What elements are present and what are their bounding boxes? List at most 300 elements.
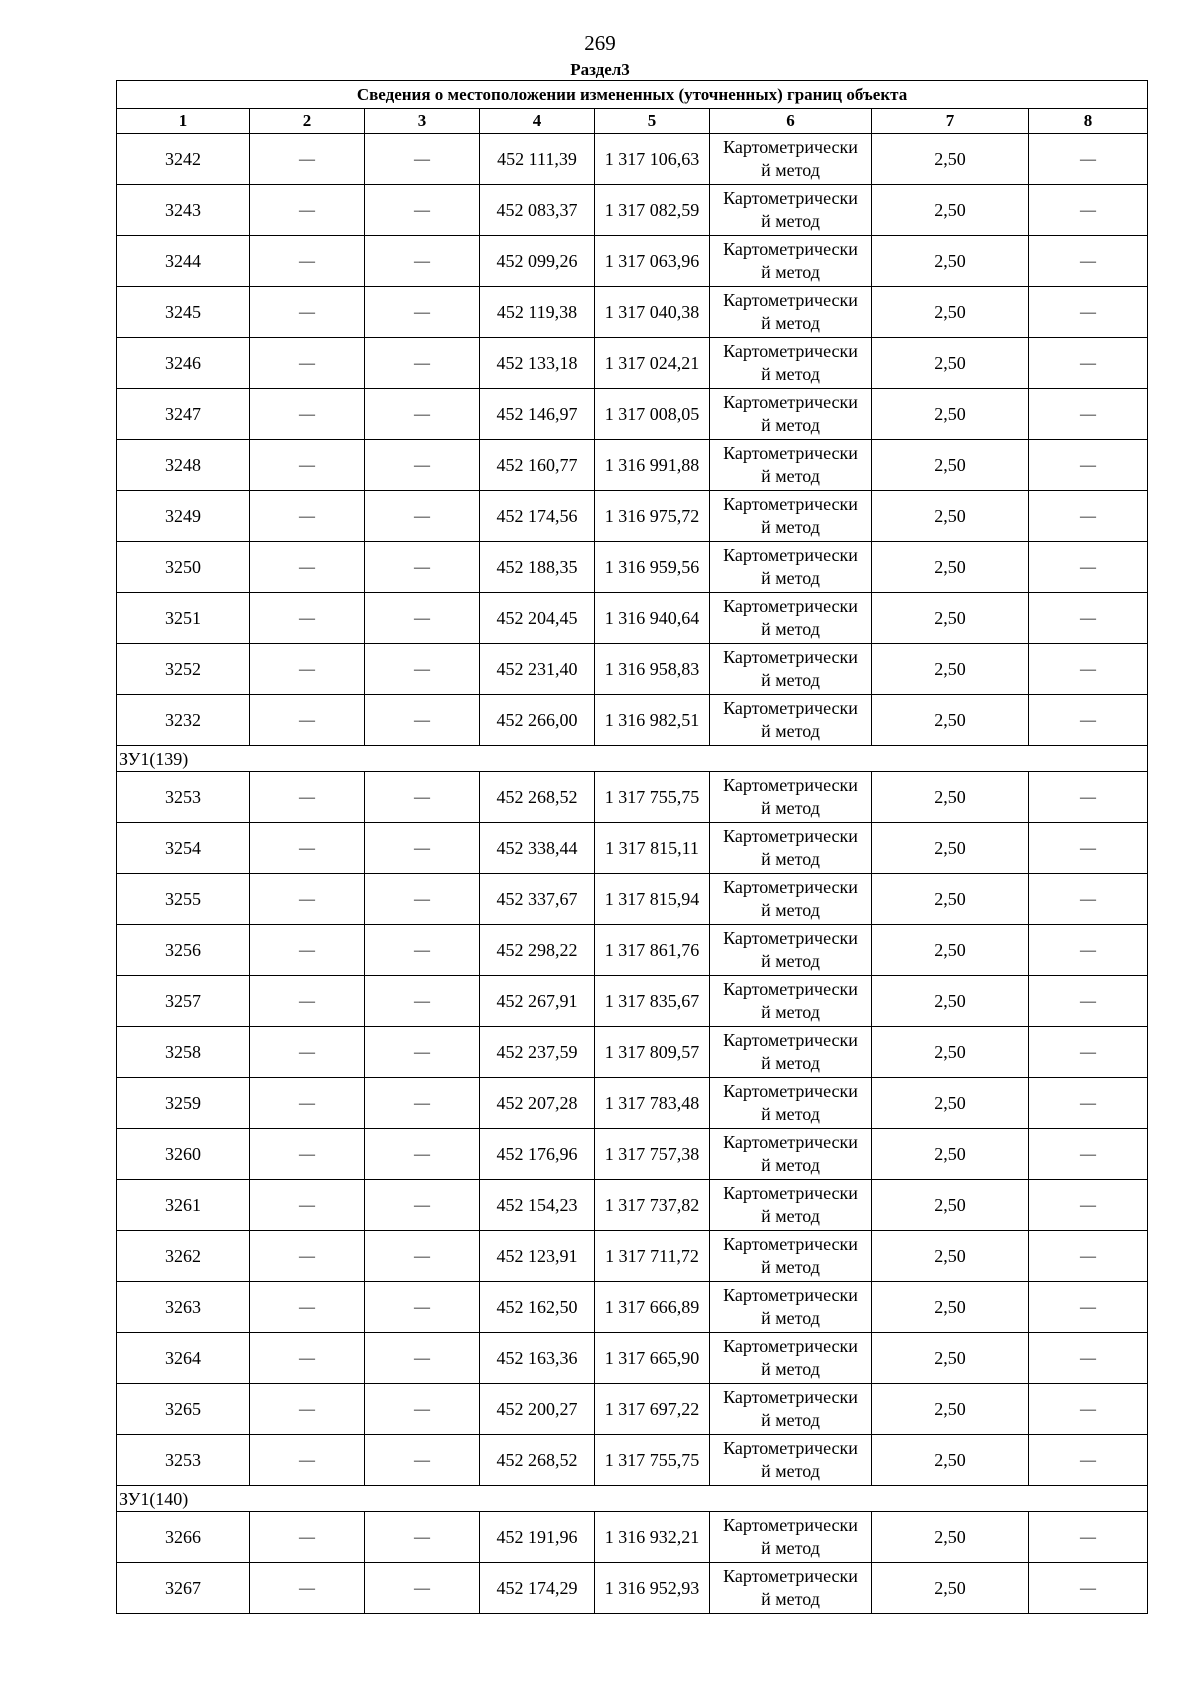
table-row <box>117 1129 1148 1180</box>
method-line-1: Картометрически <box>723 392 858 412</box>
method-line-2: й метод <box>761 1538 820 1558</box>
method-line-1: Картометрически <box>723 290 858 310</box>
dash-cell: — <box>250 976 365 1027</box>
method-line-1: Картометрически <box>723 137 858 157</box>
dash-cell: — <box>250 823 365 874</box>
dash-cell: — <box>365 287 480 338</box>
method-cell <box>710 1078 872 1129</box>
dash-cell: — <box>1029 1129 1148 1180</box>
dash-cell: — <box>365 1231 480 1282</box>
method-line-2: й метод <box>761 517 820 537</box>
point-number-cell: 3249 <box>117 491 250 542</box>
method-line-2: й метод <box>761 619 820 639</box>
point-number-cell: 3254 <box>117 823 250 874</box>
method-line-1: Картометрически <box>723 1387 858 1407</box>
method-line-2: й метод <box>761 1104 820 1124</box>
group-label-row <box>117 746 1148 772</box>
x-coordinate-cell: 452 267,91 <box>480 976 595 1027</box>
dash-cell: — <box>1029 440 1148 491</box>
method-line-2: й метод <box>761 721 820 741</box>
method-line-2: й метод <box>761 1461 820 1481</box>
precision-cell: 2,50 <box>872 134 1029 185</box>
x-coordinate-cell: 452 207,28 <box>480 1078 595 1129</box>
precision-cell: 2,50 <box>872 338 1029 389</box>
y-coordinate-cell: 1 317 040,38 <box>595 287 710 338</box>
group-label-row <box>117 1486 1148 1512</box>
point-number-cell: 3248 <box>117 440 250 491</box>
table-row <box>117 338 1148 389</box>
table-row <box>117 976 1148 1027</box>
dash-cell: — <box>250 1129 365 1180</box>
dash-cell: — <box>365 236 480 287</box>
method-cell <box>710 1384 872 1435</box>
point-number-cell: 3267 <box>117 1563 250 1614</box>
point-number-cell: 3266 <box>117 1512 250 1563</box>
table-row <box>117 823 1148 874</box>
dash-cell: — <box>250 440 365 491</box>
method-line-2: й метод <box>761 1359 820 1379</box>
dash-cell: — <box>250 1027 365 1078</box>
dash-cell: — <box>250 644 365 695</box>
dash-cell: — <box>1029 1027 1148 1078</box>
point-number-cell: 3260 <box>117 1129 250 1180</box>
dash-cell: — <box>365 874 480 925</box>
dash-cell: — <box>365 1435 480 1486</box>
method-cell <box>710 1512 872 1563</box>
dash-cell: — <box>365 1078 480 1129</box>
method-cell <box>710 1231 872 1282</box>
x-coordinate-cell: 452 154,23 <box>480 1180 595 1231</box>
y-coordinate-cell: 1 317 815,94 <box>595 874 710 925</box>
dash-cell: — <box>365 389 480 440</box>
y-coordinate-cell: 1 317 082,59 <box>595 185 710 236</box>
point-number-cell: 3251 <box>117 593 250 644</box>
dash-cell: — <box>250 134 365 185</box>
method-line-1: Картометрически <box>723 826 858 846</box>
y-coordinate-cell: 1 317 809,57 <box>595 1027 710 1078</box>
dash-cell: — <box>365 772 480 823</box>
y-coordinate-cell: 1 317 666,89 <box>595 1282 710 1333</box>
table-row <box>117 1078 1148 1129</box>
point-number-cell: 3263 <box>117 1282 250 1333</box>
table-caption: Сведения о местоположении измененных (уточненных) границ объекта <box>117 81 1148 109</box>
dash-cell: — <box>1029 1512 1148 1563</box>
method-line-2: й метод <box>761 900 820 920</box>
precision-cell: 2,50 <box>872 823 1029 874</box>
table-row <box>117 644 1148 695</box>
point-number-cell: 3256 <box>117 925 250 976</box>
dash-cell: — <box>250 491 365 542</box>
precision-cell: 2,50 <box>872 491 1029 542</box>
method-line-1: Картометрически <box>723 979 858 999</box>
method-line-2: й метод <box>761 1155 820 1175</box>
table-row <box>117 1435 1148 1486</box>
method-line-2: й метод <box>761 1053 820 1073</box>
method-cell <box>710 1563 872 1614</box>
method-line-2: й метод <box>761 364 820 384</box>
x-coordinate-cell: 452 111,39 <box>480 134 595 185</box>
y-coordinate-cell: 1 317 106,63 <box>595 134 710 185</box>
method-cell <box>710 1282 872 1333</box>
x-coordinate-cell: 452 162,50 <box>480 1282 595 1333</box>
column-number: 1 <box>117 109 250 134</box>
precision-cell: 2,50 <box>872 695 1029 746</box>
dash-cell: — <box>250 287 365 338</box>
x-coordinate-cell: 452 200,27 <box>480 1384 595 1435</box>
method-line-1: Картометрически <box>723 1566 858 1586</box>
precision-cell: 2,50 <box>872 542 1029 593</box>
x-coordinate-cell: 452 231,40 <box>480 644 595 695</box>
method-cell <box>710 389 872 440</box>
method-cell <box>710 644 872 695</box>
method-line-2: й метод <box>761 1206 820 1226</box>
dash-cell: — <box>250 1180 365 1231</box>
x-coordinate-cell: 452 160,77 <box>480 440 595 491</box>
point-number-cell: 3242 <box>117 134 250 185</box>
method-line-1: Картометрически <box>723 698 858 718</box>
method-line-2: й метод <box>761 160 820 180</box>
column-number: 6 <box>710 109 872 134</box>
table-row <box>117 1512 1148 1563</box>
method-line-1: Картометрически <box>723 1030 858 1050</box>
method-line-1: Картометрически <box>723 928 858 948</box>
y-coordinate-cell: 1 317 063,96 <box>595 236 710 287</box>
dash-cell: — <box>365 1180 480 1231</box>
precision-cell: 2,50 <box>872 593 1029 644</box>
precision-cell: 2,50 <box>872 1435 1029 1486</box>
page-number: 269 <box>584 31 616 55</box>
method-line-2: й метод <box>761 951 820 971</box>
point-number-cell: 3257 <box>117 976 250 1027</box>
method-line-1: Картометрически <box>723 1234 858 1254</box>
precision-cell: 2,50 <box>872 874 1029 925</box>
point-number-cell: 3264 <box>117 1333 250 1384</box>
method-line-1: Картометрически <box>723 647 858 667</box>
x-coordinate-cell: 452 174,56 <box>480 491 595 542</box>
precision-cell: 2,50 <box>872 1512 1029 1563</box>
method-line-1: Картометрически <box>723 1336 858 1356</box>
dash-cell: — <box>1029 491 1148 542</box>
y-coordinate-cell: 1 317 697,22 <box>595 1384 710 1435</box>
x-coordinate-cell: 452 119,38 <box>480 287 595 338</box>
method-cell <box>710 542 872 593</box>
column-number: 4 <box>480 109 595 134</box>
dash-cell: — <box>1029 1231 1148 1282</box>
table-row <box>117 1384 1148 1435</box>
dash-cell: — <box>1029 925 1148 976</box>
dash-cell: — <box>1029 185 1148 236</box>
x-coordinate-cell: 452 174,29 <box>480 1563 595 1614</box>
x-coordinate-cell: 452 204,45 <box>480 593 595 644</box>
point-number-cell: 3261 <box>117 1180 250 1231</box>
column-number: 8 <box>1029 109 1148 134</box>
y-coordinate-cell: 1 317 024,21 <box>595 338 710 389</box>
dash-cell: — <box>1029 593 1148 644</box>
dash-cell: — <box>1029 1563 1148 1614</box>
table-row <box>117 134 1148 185</box>
precision-cell: 2,50 <box>872 1129 1029 1180</box>
dash-cell: — <box>250 1333 365 1384</box>
y-coordinate-cell: 1 316 958,83 <box>595 644 710 695</box>
column-number: 7 <box>872 109 1029 134</box>
precision-cell: 2,50 <box>872 1333 1029 1384</box>
dash-cell: — <box>1029 874 1148 925</box>
dash-cell: — <box>365 491 480 542</box>
precision-cell: 2,50 <box>872 389 1029 440</box>
dash-cell: — <box>365 1563 480 1614</box>
method-line-1: Картометрически <box>723 494 858 514</box>
precision-cell: 2,50 <box>872 185 1029 236</box>
method-cell <box>710 440 872 491</box>
x-coordinate-cell: 452 237,59 <box>480 1027 595 1078</box>
dash-cell: — <box>250 772 365 823</box>
method-cell <box>710 236 872 287</box>
method-line-1: Картометрически <box>723 1438 858 1458</box>
x-coordinate-cell: 452 266,00 <box>480 695 595 746</box>
dash-cell: — <box>250 695 365 746</box>
dash-cell: — <box>365 1129 480 1180</box>
y-coordinate-cell: 1 317 815,11 <box>595 823 710 874</box>
method-line-2: й метод <box>761 1410 820 1430</box>
method-line-2: й метод <box>761 670 820 690</box>
x-coordinate-cell: 452 083,37 <box>480 185 595 236</box>
column-number: 3 <box>365 109 480 134</box>
method-line-2: й метод <box>761 849 820 869</box>
dash-cell: — <box>1029 644 1148 695</box>
method-line-2: й метод <box>761 211 820 231</box>
method-line-1: Картометрически <box>723 341 858 361</box>
table-row <box>117 389 1148 440</box>
dash-cell: — <box>365 823 480 874</box>
dash-cell: — <box>365 644 480 695</box>
y-coordinate-cell: 1 316 940,64 <box>595 593 710 644</box>
table-row <box>117 1180 1148 1231</box>
table-row <box>117 1333 1148 1384</box>
y-coordinate-cell: 1 316 952,93 <box>595 1563 710 1614</box>
dash-cell: — <box>1029 287 1148 338</box>
method-line-2: й метод <box>761 466 820 486</box>
x-coordinate-cell: 452 133,18 <box>480 338 595 389</box>
y-coordinate-cell: 1 316 982,51 <box>595 695 710 746</box>
dash-cell: — <box>365 1027 480 1078</box>
point-number-cell: 3253 <box>117 1435 250 1486</box>
method-cell <box>710 287 872 338</box>
dash-cell: — <box>250 1282 365 1333</box>
dash-cell: — <box>1029 976 1148 1027</box>
method-line-2: й метод <box>761 1589 820 1609</box>
y-coordinate-cell: 1 317 008,05 <box>595 389 710 440</box>
point-number-cell: 3252 <box>117 644 250 695</box>
table-row <box>117 1027 1148 1078</box>
method-line-1: Картометрически <box>723 596 858 616</box>
x-coordinate-cell: 452 123,91 <box>480 1231 595 1282</box>
precision-cell: 2,50 <box>872 1231 1029 1282</box>
y-coordinate-cell: 1 316 975,72 <box>595 491 710 542</box>
precision-cell: 2,50 <box>872 976 1029 1027</box>
precision-cell: 2,50 <box>872 1180 1029 1231</box>
y-coordinate-cell: 1 317 711,72 <box>595 1231 710 1282</box>
dash-cell: — <box>1029 1384 1148 1435</box>
dash-cell: — <box>1029 823 1148 874</box>
table-row <box>117 491 1148 542</box>
dash-cell: — <box>365 925 480 976</box>
method-line-2: й метод <box>761 798 820 818</box>
dash-cell: — <box>1029 695 1148 746</box>
table-row <box>117 1563 1148 1614</box>
table-row <box>117 236 1148 287</box>
precision-cell: 2,50 <box>872 1282 1029 1333</box>
dash-cell: — <box>1029 389 1148 440</box>
precision-cell: 2,50 <box>872 1384 1029 1435</box>
method-cell <box>710 1027 872 1078</box>
dash-cell: — <box>1029 542 1148 593</box>
x-coordinate-cell: 452 268,52 <box>480 1435 595 1486</box>
dash-cell: — <box>365 695 480 746</box>
dash-cell: — <box>250 593 365 644</box>
dash-cell: — <box>1029 338 1148 389</box>
method-line-1: Картометрически <box>723 239 858 259</box>
precision-cell: 2,50 <box>872 287 1029 338</box>
table-body <box>117 134 1148 1614</box>
table-row <box>117 185 1148 236</box>
method-cell <box>710 1129 872 1180</box>
table-row <box>117 542 1148 593</box>
method-line-1: Картометрически <box>723 443 858 463</box>
method-cell <box>710 695 872 746</box>
method-cell <box>710 1435 872 1486</box>
method-cell <box>710 593 872 644</box>
method-line-2: й метод <box>761 1308 820 1328</box>
precision-cell: 2,50 <box>872 1027 1029 1078</box>
method-cell <box>710 772 872 823</box>
column-number: 5 <box>595 109 710 134</box>
dash-cell: — <box>250 874 365 925</box>
dash-cell: — <box>250 236 365 287</box>
method-line-2: й метод <box>761 568 820 588</box>
dash-cell: — <box>1029 236 1148 287</box>
dash-cell: — <box>250 1435 365 1486</box>
x-coordinate-cell: 452 338,44 <box>480 823 595 874</box>
table-row <box>117 593 1148 644</box>
method-line-2: й метод <box>761 1002 820 1022</box>
method-cell <box>710 1180 872 1231</box>
group-label: ЗУ1(140) <box>117 1486 1148 1512</box>
point-number-cell: 3246 <box>117 338 250 389</box>
point-number-cell: 3244 <box>117 236 250 287</box>
precision-cell: 2,50 <box>872 1563 1029 1614</box>
y-coordinate-cell: 1 317 737,82 <box>595 1180 710 1231</box>
dash-cell: — <box>250 1078 365 1129</box>
method-cell <box>710 1333 872 1384</box>
dash-cell: — <box>365 593 480 644</box>
table-row <box>117 1231 1148 1282</box>
method-cell <box>710 491 872 542</box>
boundary-coordinates-table <box>116 80 1148 1614</box>
point-number-cell: 3259 <box>117 1078 250 1129</box>
dash-cell: — <box>365 976 480 1027</box>
method-cell <box>710 823 872 874</box>
table-row <box>117 925 1148 976</box>
dash-cell: — <box>250 925 365 976</box>
y-coordinate-cell: 1 316 991,88 <box>595 440 710 491</box>
method-line-1: Картометрически <box>723 1515 858 1535</box>
x-coordinate-cell: 452 191,96 <box>480 1512 595 1563</box>
column-number: 2 <box>250 109 365 134</box>
y-coordinate-cell: 1 317 755,75 <box>595 1435 710 1486</box>
table-row <box>117 695 1148 746</box>
table-row <box>117 772 1148 823</box>
method-line-1: Картометрически <box>723 775 858 795</box>
dash-cell: — <box>1029 1282 1148 1333</box>
precision-cell: 2,50 <box>872 1078 1029 1129</box>
dash-cell: — <box>365 185 480 236</box>
method-line-1: Картометрически <box>723 1132 858 1152</box>
precision-cell: 2,50 <box>872 644 1029 695</box>
y-coordinate-cell: 1 317 665,90 <box>595 1333 710 1384</box>
method-cell <box>710 874 872 925</box>
method-cell <box>710 976 872 1027</box>
precision-cell: 2,50 <box>872 925 1029 976</box>
y-coordinate-cell: 1 317 861,76 <box>595 925 710 976</box>
dash-cell: — <box>1029 772 1148 823</box>
y-coordinate-cell: 1 317 835,67 <box>595 976 710 1027</box>
dash-cell: — <box>365 542 480 593</box>
method-line-1: Картометрически <box>723 545 858 565</box>
y-coordinate-cell: 1 317 757,38 <box>595 1129 710 1180</box>
dash-cell: — <box>250 1384 365 1435</box>
dash-cell: — <box>1029 1435 1148 1486</box>
dash-cell: — <box>365 1384 480 1435</box>
dash-cell: — <box>250 1512 365 1563</box>
method-line-2: й метод <box>761 262 820 282</box>
method-line-1: Картометрически <box>723 188 858 208</box>
y-coordinate-cell: 1 316 959,56 <box>595 542 710 593</box>
point-number-cell: 3265 <box>117 1384 250 1435</box>
dash-cell: — <box>365 1512 480 1563</box>
x-coordinate-cell: 452 163,36 <box>480 1333 595 1384</box>
dash-cell: — <box>365 134 480 185</box>
dash-cell: — <box>365 338 480 389</box>
dash-cell: — <box>250 542 365 593</box>
dash-cell: — <box>250 1563 365 1614</box>
precision-cell: 2,50 <box>872 772 1029 823</box>
table-row <box>117 1282 1148 1333</box>
dash-cell: — <box>365 1333 480 1384</box>
dash-cell: — <box>250 338 365 389</box>
x-coordinate-cell: 452 337,67 <box>480 874 595 925</box>
method-line-2: й метод <box>761 1257 820 1277</box>
table-row <box>117 440 1148 491</box>
point-number-cell: 3232 <box>117 695 250 746</box>
dash-cell: — <box>365 440 480 491</box>
method-line-1: Картометрически <box>723 1285 858 1305</box>
method-line-1: Картометрически <box>723 1081 858 1101</box>
method-cell <box>710 338 872 389</box>
x-coordinate-cell: 452 298,22 <box>480 925 595 976</box>
dash-cell: — <box>365 1282 480 1333</box>
method-cell <box>710 185 872 236</box>
point-number-cell: 3255 <box>117 874 250 925</box>
x-coordinate-cell: 452 176,96 <box>480 1129 595 1180</box>
y-coordinate-cell: 1 317 755,75 <box>595 772 710 823</box>
x-coordinate-cell: 452 146,97 <box>480 389 595 440</box>
dash-cell: — <box>250 389 365 440</box>
table-row <box>117 874 1148 925</box>
precision-cell: 2,50 <box>872 440 1029 491</box>
method-line-2: й метод <box>761 415 820 435</box>
y-coordinate-cell: 1 316 932,21 <box>595 1512 710 1563</box>
column-number-row <box>117 109 1148 134</box>
